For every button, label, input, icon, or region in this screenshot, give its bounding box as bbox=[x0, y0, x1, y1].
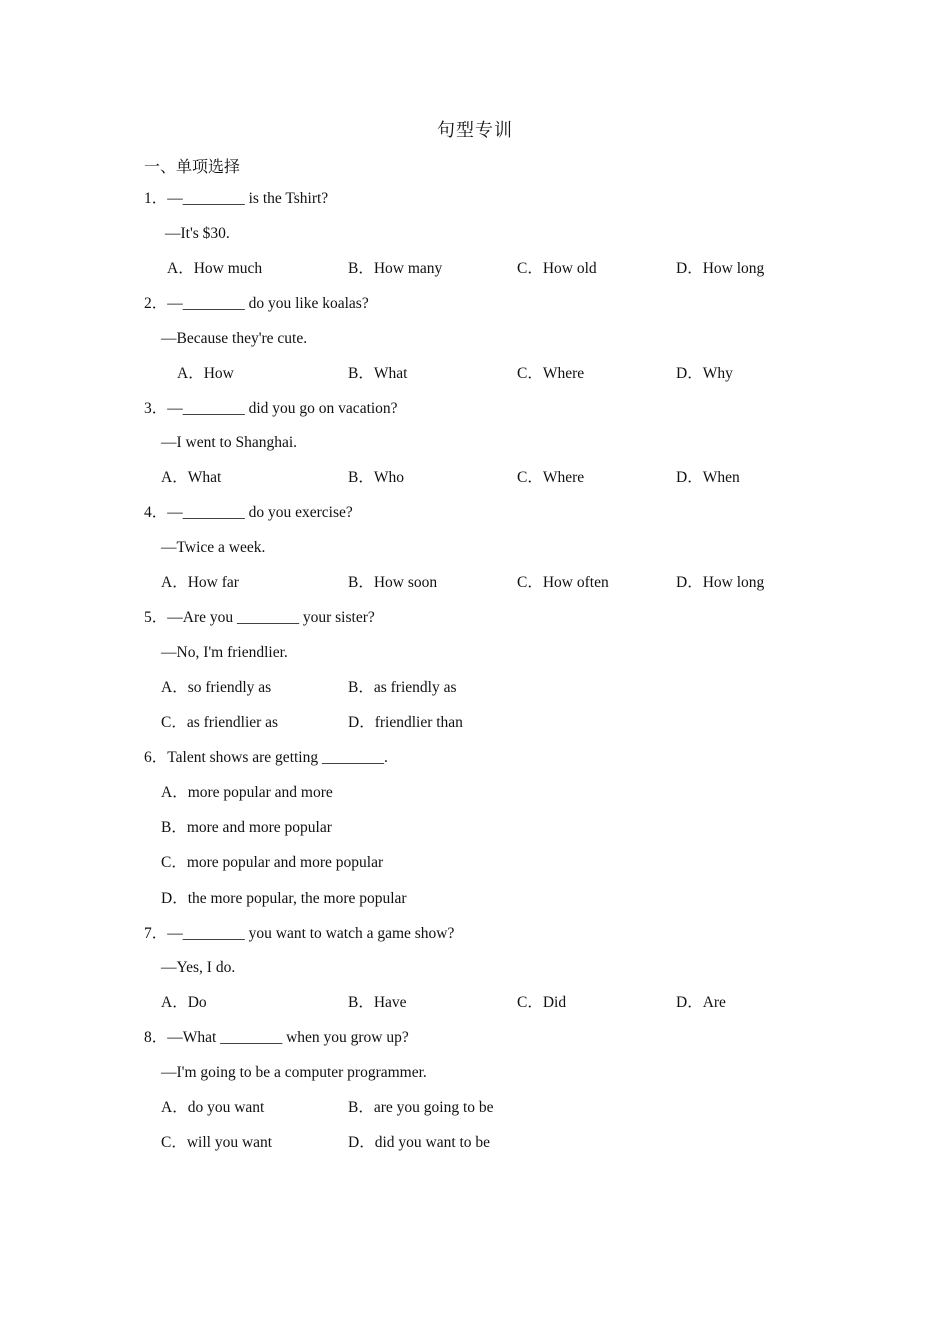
question-3-option-d[interactable]: D．When bbox=[676, 469, 740, 486]
question-4-stem: 4．—________ do you exercise? bbox=[144, 504, 353, 521]
question-2-option-a[interactable]: A．How bbox=[177, 365, 234, 382]
question-2-option-d[interactable]: D．Why bbox=[676, 365, 733, 382]
question-4-option-d[interactable]: D．How long bbox=[676, 574, 765, 591]
question-1-option-b[interactable]: B．How many bbox=[348, 260, 443, 277]
question-8-option-a[interactable]: A．do you want bbox=[161, 1099, 265, 1116]
question-1-option-a[interactable]: A．How much bbox=[167, 260, 263, 277]
question-2-option-c[interactable]: C．Where bbox=[517, 365, 585, 382]
question-2-answer: —Because they're cute. bbox=[161, 330, 308, 347]
question-3-stem: 3．—________ did you go on vacation? bbox=[144, 400, 398, 417]
question-8-answer: —I'm going to be a computer programmer. bbox=[161, 1064, 427, 1081]
question-8-option-b[interactable]: B．are you going to be bbox=[348, 1099, 494, 1116]
question-8-stem: 8．—What ________ when you grow up? bbox=[144, 1029, 409, 1046]
question-4-option-c[interactable]: C．How often bbox=[517, 574, 609, 591]
question-1-answer: —It's $30. bbox=[165, 225, 230, 242]
question-8-option-d[interactable]: D．did you want to be bbox=[348, 1134, 491, 1151]
question-1-option-d[interactable]: D．How long bbox=[676, 260, 765, 277]
question-7-option-b[interactable]: B．Have bbox=[348, 994, 407, 1011]
question-3-option-c[interactable]: C．Where bbox=[517, 469, 585, 486]
question-7-stem: 7．—________ you want to watch a game show? bbox=[144, 925, 455, 942]
question-7-answer: —Yes, I do. bbox=[161, 959, 236, 976]
question-4-answer: —Twice a week. bbox=[161, 539, 266, 556]
question-5-stem: 5．—Are you ________ your sister? bbox=[144, 609, 375, 626]
question-3-option-a[interactable]: A．What bbox=[161, 469, 222, 486]
question-6-option-a[interactable]: A．more popular and more bbox=[161, 784, 333, 801]
question-5-option-c[interactable]: C．as friendlier as bbox=[161, 714, 279, 731]
question-3-answer: —I went to Shanghai. bbox=[161, 434, 298, 451]
question-1-option-c[interactable]: C．How old bbox=[517, 260, 597, 277]
question-4-option-a[interactable]: A．How far bbox=[161, 574, 239, 591]
question-4-option-b[interactable]: B．How soon bbox=[348, 574, 438, 591]
question-8-option-c[interactable]: C．will you want bbox=[161, 1134, 273, 1151]
question-7-option-c[interactable]: C．Did bbox=[517, 994, 567, 1011]
question-6-option-b[interactable]: B．more and more popular bbox=[161, 819, 332, 836]
question-7-option-d[interactable]: D．Are bbox=[676, 994, 726, 1011]
section-heading: 一、单项选择 bbox=[144, 157, 241, 176]
question-7-option-a[interactable]: A．Do bbox=[161, 994, 207, 1011]
question-2-stem: 2．—________ do you like koalas? bbox=[144, 295, 369, 312]
question-5-answer: —No, I'm friendlier. bbox=[161, 644, 288, 661]
question-6-option-d[interactable]: D．the more popular, the more popular bbox=[161, 890, 407, 907]
question-5-option-b[interactable]: B．as friendly as bbox=[348, 679, 457, 696]
question-3-option-b[interactable]: B．Who bbox=[348, 469, 404, 486]
question-1-stem: 1．—________ is the Tshirt? bbox=[144, 190, 329, 207]
page-title: 句型专训 bbox=[437, 120, 513, 141]
question-2-option-b[interactable]: B．What bbox=[348, 365, 408, 382]
question-6-option-c[interactable]: C．more popular and more popular bbox=[161, 854, 384, 871]
question-5-option-d[interactable]: D．friendlier than bbox=[348, 714, 463, 731]
question-5-option-a[interactable]: A．so friendly as bbox=[161, 679, 272, 696]
question-6-stem: 6．Talent shows are getting ________. bbox=[144, 749, 388, 766]
